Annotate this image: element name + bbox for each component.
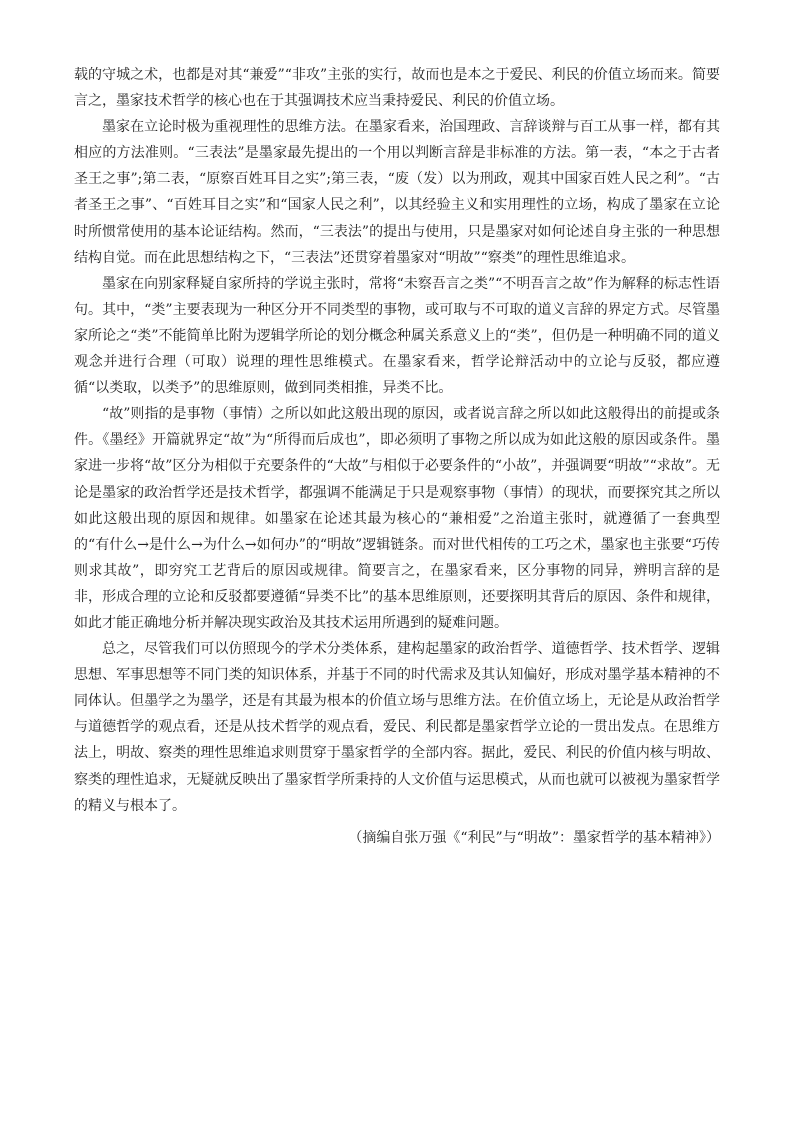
paragraph-three-standards: 墨家在立论时极为重视理性的思维方法。在墨家看来，治国理政、言辞谈辩与百工从事一样，都有其相应的方法准则。“三表法”是墨家最先提出的一个用以判断言辞是非标准的方法。第一表，“本之于古者圣王之事”;第二表，“原察百姓耳目之实”;第三表，“废（发）以为刑政，观其中国家百姓人民之利”。“古者圣王之事”、“百姓耳目之实”和“国家人民之利”，以其经验主义和实用理性的立场，构成了墨家在立论时所惯常使用的基本论证结构。然而，“三表法”的提出与使用，只是墨家对如何论述自身主张的一种思想结构自觉。而在此思想结构之下，“三表法”还贯穿着墨家对“明故”“察类”的理性思维追求。 — [74, 119, 720, 266]
paragraph-reason: “故”则指的是事物（事情）之所以如此这般出现的原因，或者说言辞之所以如此这般得出的前提或条件。《墨经》开篇就界定“故”为“所得而后成也”，即必须明了事物之所以成为如此这般的原因或条件。墨家进一步将“故”区分为相似于充要条件的“大故”与相似于必要条件的“小故”，并强调要“明故”“求故”。无论是墨家的政治哲学还是技术哲学，都强调不能满足于只是观察事物（事情）的现状，而要探究其之所以如此这般出现的原因和规律。如墨家在论述其最为核心的“兼相爱”之治道主张时，就遵循了一套典型的“有什么→是什么→为什么→如何办”的“明故”逻辑链条。而对世代相传的工巧之术，墨家也主张要“巧传则求其故”，即穷究工艺背后的原因或规律。简要言之，在墨家看来，区分事物的同异，辨明言辞的是非，形成合理的立论和反驳都要遵循“异类不比”的基本思维原则，还要探明其背后的原因、条件和规律，如此才能正确地分析并解决现实政治及其技术运用所遇到的疑难问题。 — [74, 406, 720, 631]
source-citation: （摘编自张万强《“利民”与“明故”：墨家哲学的基本精神》） — [348, 829, 720, 846]
paragraph-category: 墨家在向别家释疑自家所持的学说主张时，常将“未察吾言之类”“不明吾言之故”作为解释的标志性语句。其中，“类”主要表现为一种区分开不同类型的事物，或可取与不可取的道义言辞的界定方式。尽管墨家所论之“类”不能简单比附为逻辑学所论的划分概念种属关系意义上的“类”，但仍是一种明确不同的道义观念并进行合理（可取）说理的理性思维模式。在墨家看来，哲学论辩活动中的立论与反驳，都应遵循“以类取，以类予”的思维原则，做到同类相推，异类不比。 — [74, 275, 720, 397]
paragraph-continued: 载的守城之术，也都是对其“兼爱”“非攻”主张的实行，故而也是本之于爱民、利民的价值立场而来。简要言之，墨家技术哲学的核心也在于其强调技术应当秉持爱民、利民的价值立场。 — [74, 67, 720, 110]
paragraph-conclusion: 总之，尽管我们可以仿照现今的学术分类体系，建构起墨家的政治哲学、道德哲学、技术哲学、逻辑思想、军事思想等不同门类的知识体系，并基于不同的时代需求及其认知偏好，形成对墨学基本精神的不同体认。但墨学之为墨学，还是有其最为根本的价值立场与思维方法。在价值立场上，无论是从政治哲学与道德哲学的观点看，还是从技术哲学的观点看，爱民、利民都是墨家哲学立论的一贯出发点。在思维方法上，明故、察类的理性思维追求则贯穿于墨家哲学的全部内容。据此，爱民、利民的价值内核与明故、察类的理性追求，无疑就反映出了墨家哲学所秉持的人文价值与运思模式，从而也就可以被视为墨家哲学的精义与根本了。 — [74, 641, 720, 814]
document-page — [74, 62, 720, 851]
